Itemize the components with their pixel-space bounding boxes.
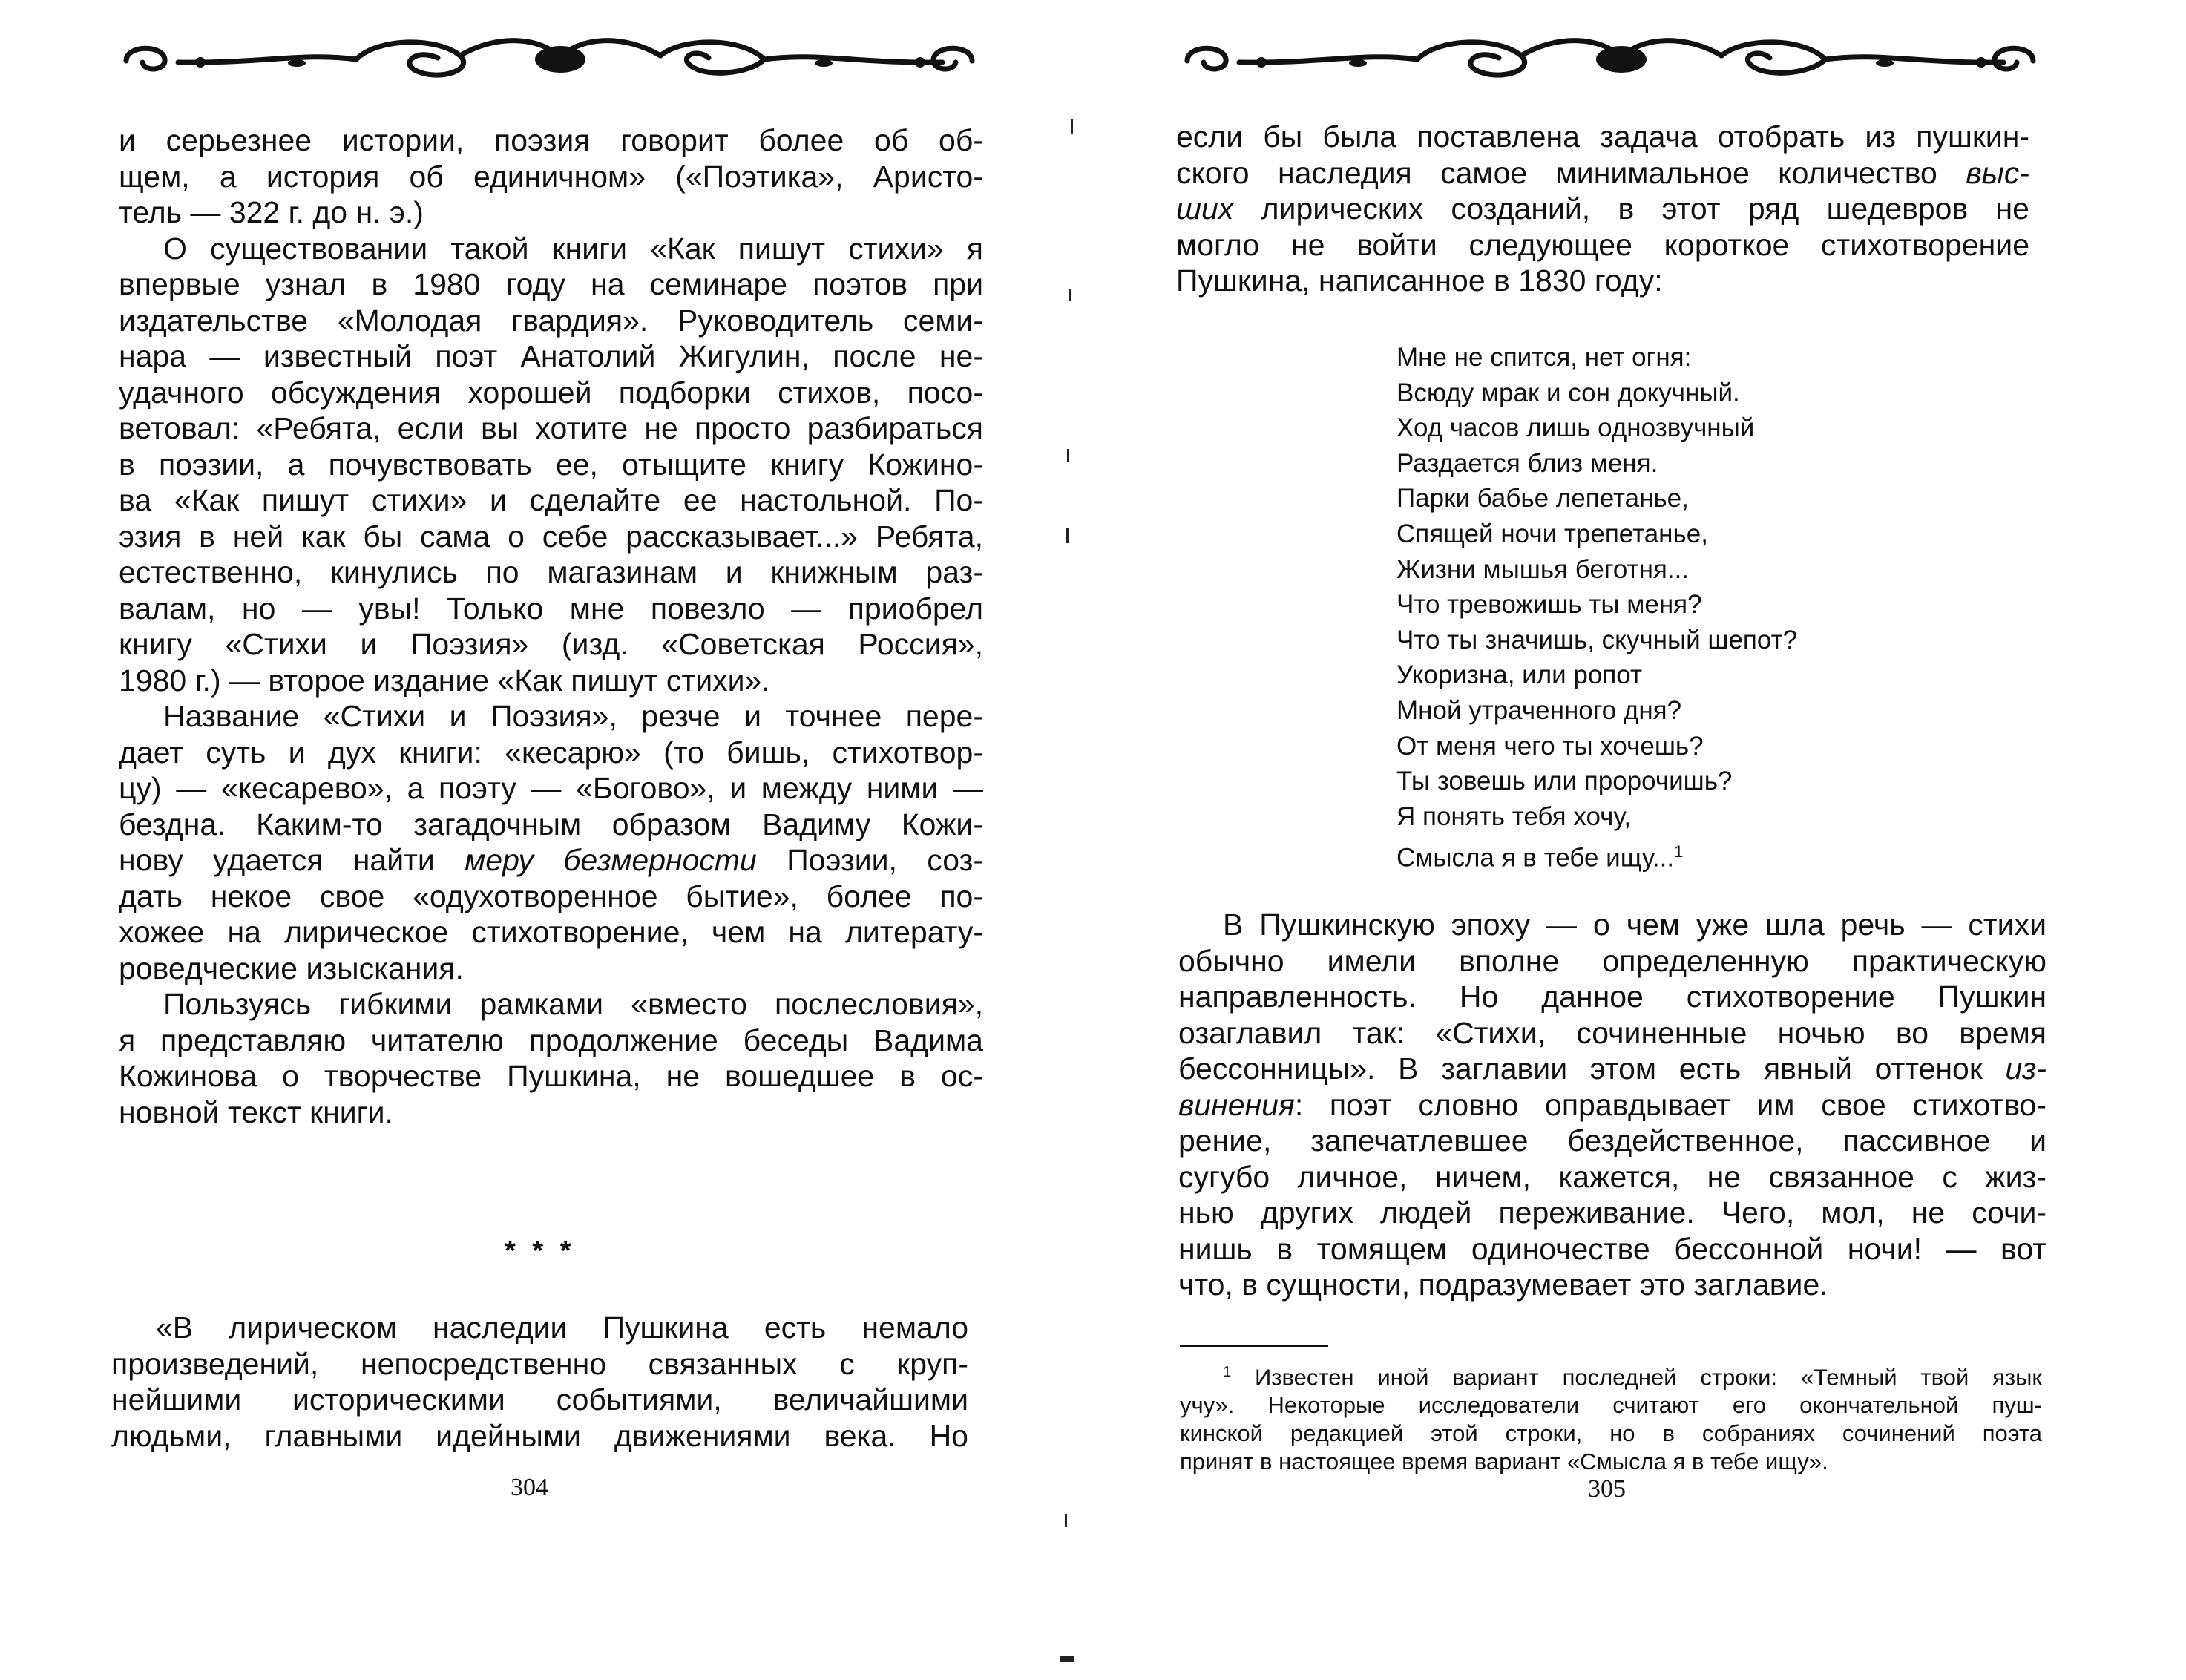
text-line (1178, 1087, 2046, 1123)
poem-line (1396, 834, 1797, 876)
text-line: тель — 322 г. до н. э.) (119, 195, 424, 229)
text-line: сугубо личное, ничем, кажется, не связанное с жиз- (1178, 1159, 2046, 1194)
text-fragment: Смысла я в тебе ищу... (1396, 843, 1675, 873)
text-line: озаглавил так: «Стихи, сочиненные ночью во время (1178, 1015, 2046, 1050)
left-main-text (119, 122, 983, 1130)
text-line: учу». Некоторые исследователи считают его окончательной пуш- (1180, 1392, 2042, 1419)
text-fragment: бессонницы». В заглавии этом есть явный оттенок (1178, 1051, 1983, 1086)
scan-mark (1067, 449, 1069, 462)
emphasis-text: ших (1176, 191, 1234, 226)
text-line: могло не войти следующее короткое стихотворение (1176, 227, 2029, 262)
paragraph (119, 698, 983, 986)
text-line: ва «Как пишут стихи» и сделайте ее настольной. По- (119, 483, 983, 517)
text-line: впервые узнал в 1980 году на семинаре поэтов при (119, 267, 983, 301)
left-page (0, 0, 1069, 1680)
text-line: 1980 г.) — второе издание «Как пишут стихи». (119, 663, 770, 698)
text-line: в поэзии, а почувствовать ее, отыщите книгу Кожино- (119, 447, 983, 482)
right-page (1098, 0, 2186, 1680)
text-line: бездна. Каким-то загадочным образом Вадиму Кожи- (119, 807, 983, 841)
text-line: нишь в томящем одиночестве бессонной ночи! — вот (1178, 1231, 2046, 1266)
poem-line: Мной утраченного дня? (1396, 695, 1682, 725)
footnote-divider (1180, 1345, 1328, 1347)
scan-mark (1071, 119, 1073, 134)
text-line: нью других людей переживание. Чего, мол, не сочи- (1178, 1195, 2046, 1230)
text-line: Пушкина, написанное в 1830 году: (1176, 263, 1663, 298)
scan-mark (1065, 1514, 1067, 1527)
text-line: «В лирическом наследии Пушкина есть немало (156, 1310, 968, 1345)
text-line: О существовании такой книги «Как пишут стихи» я (163, 231, 983, 266)
poem-line: Укоризна, или ропот (1396, 660, 1642, 690)
text-line: нара — известный поэт Анатолий Жигулин, после не- (119, 339, 983, 373)
text-line: направленность. Но данное стихотворение Пушкин (1178, 980, 2046, 1014)
text-line: ветовал: «Ребята, если вы хотите не просто разбираться (119, 411, 983, 445)
page-number: 304 (511, 1474, 548, 1501)
footnote-marker: 1 (1674, 842, 1684, 862)
poem-line: Ты зовешь или пророчишь? (1396, 767, 1733, 796)
text-line (1178, 1051, 2046, 1087)
text-line: нейшими историческими событиями, величайшими (111, 1382, 968, 1417)
scan-mark (1066, 528, 1069, 543)
text-line: естественно, кинулись по магазинам и книжным раз- (119, 555, 983, 589)
emphasis-text: меру безмерности (465, 843, 757, 877)
text-fragment: лирических созданий, в этот ряд шедевров не (1261, 191, 2029, 226)
poem-line: Что ты значишь, скучный шепот? (1396, 625, 1798, 654)
text-line: Пользуясь гибкими рамками «вместо послесловия», (163, 987, 983, 1021)
right-intro-text (1176, 119, 2029, 299)
footnote-marker: 1 (1223, 1364, 1232, 1380)
text-fragment: Поэзии, соз- (787, 843, 983, 877)
poem-line: Я понять тебя хочу, (1396, 801, 1632, 831)
footnote (1180, 1358, 2042, 1476)
right-main-text (1178, 907, 2046, 1303)
text-line: Кожинова о творчестве Пушкина, не вошедшее в ос- (119, 1059, 983, 1093)
poem-line: От меня чего ты хочешь? (1396, 731, 1704, 761)
text-line: дать некое свое «одухотворенное бытие», более по- (119, 879, 983, 913)
text-line (1180, 1358, 2042, 1391)
paragraph (119, 122, 983, 231)
text-line: эзия в ней как бы сама о себе рассказывает...» Ребята, (119, 519, 983, 554)
text-line: и серьезнее истории, поэзия говорит более об об- (119, 123, 983, 157)
poem-line: Всюду мрак и сон докучный. (1396, 378, 1740, 407)
paragraph (119, 231, 983, 699)
text-line (1176, 191, 2029, 227)
page-number: 305 (1588, 1475, 1626, 1503)
text-fragment: Известен иной вариант последней строки: «Темный твой язык (1254, 1364, 2042, 1391)
text-line: валам, но — увы! Только мне повезло — приобрел (119, 591, 983, 626)
text-fragment: : поэт словно оправдывает им свое стихотво- (1294, 1087, 2046, 1122)
text-fragment: ского наследия самое минимальное количество (1176, 155, 1937, 190)
poem-line: Парки бабье лепетанье, (1396, 484, 1689, 513)
text-line: рение, запечатлевшее бездейственное, пассивное и (1178, 1123, 2046, 1158)
text-line: цу) — «кесарево», а поэту — «Богово», и между ними — (119, 771, 983, 805)
text-line: новной текст книги. (119, 1095, 393, 1129)
emphasis-text: выс- (1966, 155, 2029, 190)
text-line: обычно имели вполне определенную практическую (1178, 943, 2046, 978)
paragraph (119, 986, 983, 1130)
text-fragment: нову удается найти (119, 843, 435, 877)
text-line (119, 842, 983, 879)
text-line: удачного обсуждения хорошей подборки стихов, посо- (119, 375, 983, 410)
text-line: издательстве «Молодая гвардия». Руководитель семи- (119, 303, 983, 338)
poem-line: Ход часов лишь однозвучный (1396, 413, 1755, 443)
text-line: В Пушкинскую эпоху — о чем уже шла речь — стихи (1223, 908, 2046, 942)
poem-line: Жизни мышья беготня... (1396, 554, 1690, 584)
text-line: роведческие изыскания. (119, 951, 464, 985)
poem-line: Что тревожишь ты меня? (1396, 590, 1702, 620)
text-line: Название «Стихи и Поэзия», резче и точнее пере- (163, 699, 983, 733)
text-line: произведений, непосредственно связанных с круп- (111, 1346, 968, 1381)
scan-mark (1069, 289, 1071, 301)
poem-line: Спящей ночи трепетанье, (1396, 519, 1708, 548)
section-separator: * * * (505, 1236, 576, 1267)
text-line: я представляю читателю продолжение беседы Вадима (119, 1023, 983, 1057)
text-line: принят в настоящее время вариант «Смысла я в тебе ищу». (1180, 1448, 1828, 1475)
text-line: кинской редакцией этой строки, но в собраниях сочинений поэта (1180, 1420, 2042, 1447)
paragraph (111, 1310, 968, 1454)
scan-mark (1060, 1656, 1074, 1662)
paragraph (1178, 907, 2046, 1303)
text-line: книгу «Стихи и Поэзия» (изд. «Советская Россия», (119, 627, 983, 661)
paragraph (1176, 119, 2029, 299)
emphasis-text: винения (1178, 1087, 1295, 1122)
header-ornament (1172, 30, 2070, 89)
text-line: людьми, главными идейными движениями века. Но (111, 1418, 968, 1453)
text-line: если бы была поставлена задача отобрать из пушкин- (1176, 119, 2029, 154)
poem (1396, 340, 1797, 876)
poem-line: Мне не спится, нет огня: (1396, 343, 1692, 372)
text-line: щем, а история об единичном» («Поэтика», Аристо- (119, 159, 983, 194)
text-line (1176, 155, 2029, 191)
text-line: что, в сущности, подразумевает это заглавие. (1178, 1267, 1828, 1302)
poem-line: Раздается близ меня. (1396, 448, 1658, 478)
emphasis-text: из- (2005, 1051, 2046, 1086)
text-line: дает суть и дух книги: «кесарю» (то бишь, стихотвор- (119, 735, 983, 770)
text-line: хожее на лирическое стихотворение, чем на литерату- (119, 915, 983, 949)
header-ornament (111, 30, 1009, 89)
left-quote-text (111, 1310, 968, 1454)
